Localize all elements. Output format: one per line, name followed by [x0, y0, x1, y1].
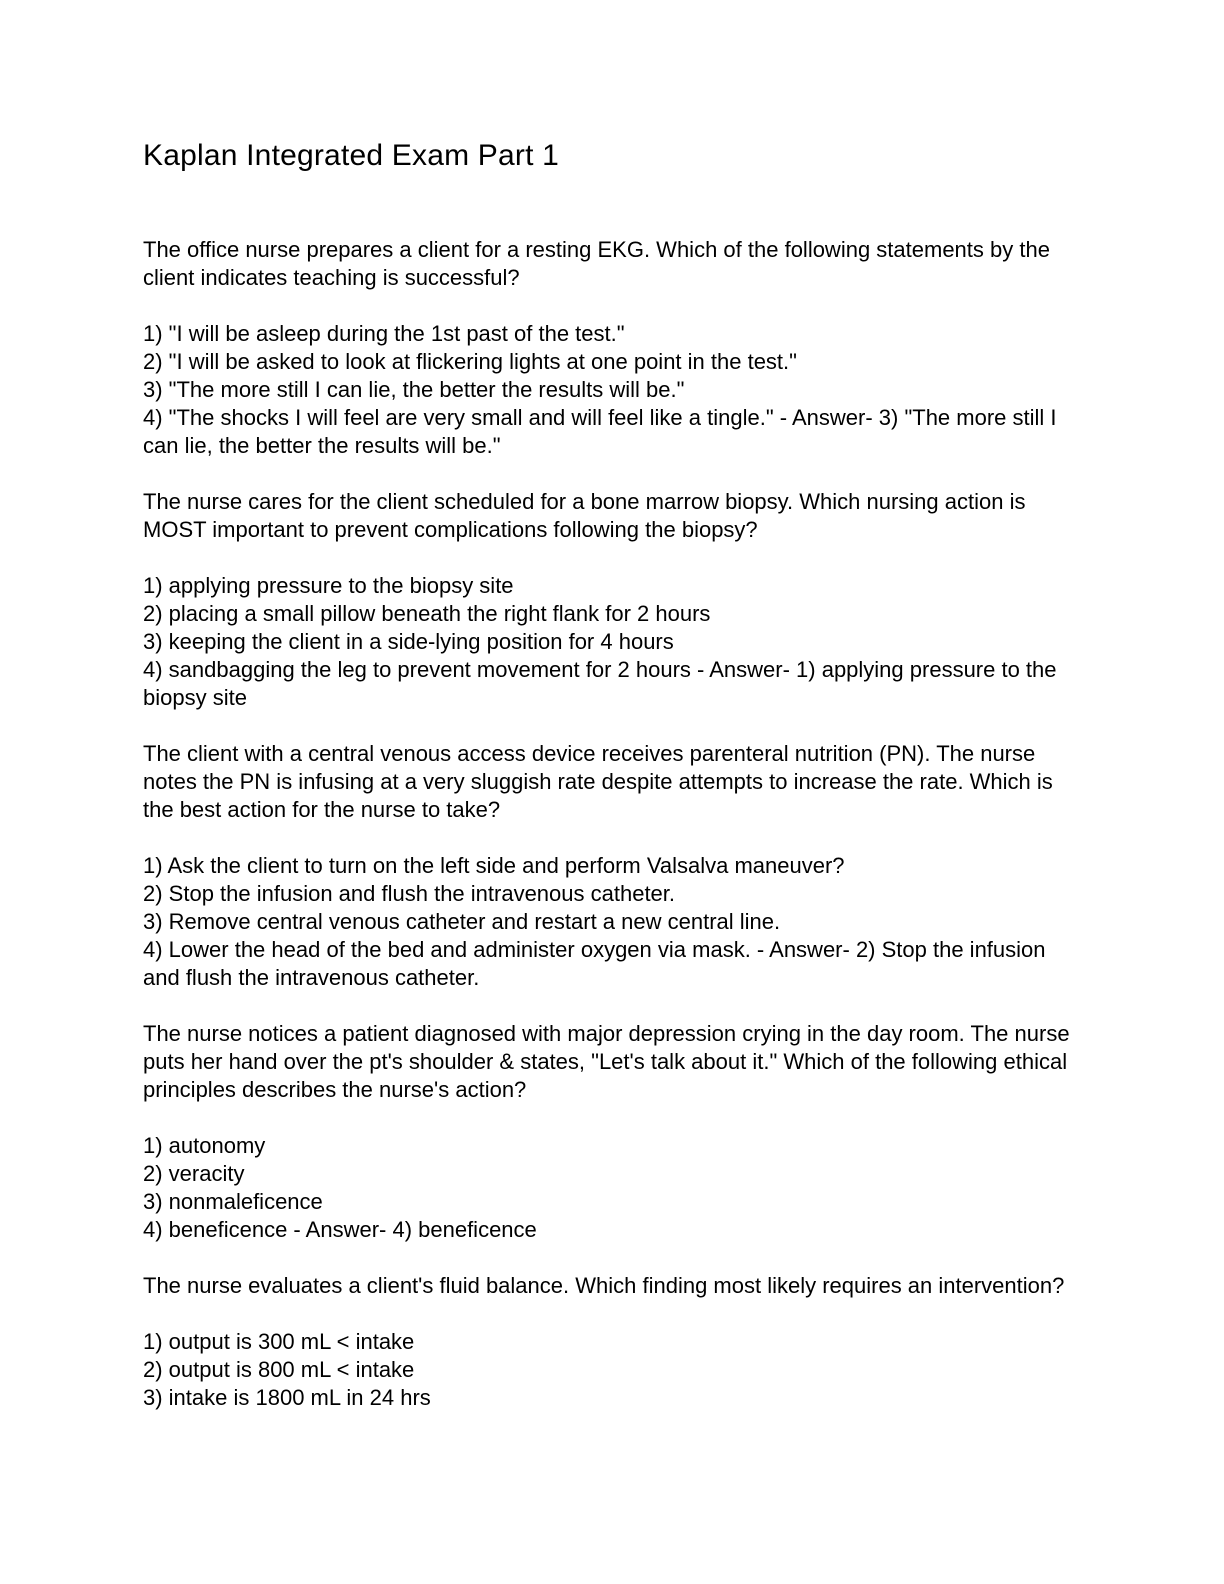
answer-option: 4) sandbagging the leg to prevent movement for 2 hours - Answer- 1) applying pressure to the biopsy site: [143, 657, 1057, 710]
answer-option: 1) autonomy: [143, 1133, 266, 1158]
answer-option: 3) intake is 1800 mL in 24 hrs: [143, 1385, 431, 1410]
answer-option: 1) Ask the client to turn on the left side and perform Valsalva maneuver?: [143, 853, 845, 878]
answer-option: 2) output is 800 mL < intake: [143, 1357, 415, 1382]
answer-option: 2) placing a small pillow beneath the right flank for 2 hours: [143, 601, 711, 626]
answer-option: 3) Remove central venous catheter and restart a new central line.: [143, 909, 781, 934]
question-2: [143, 488, 1081, 712]
answer-option: 4) "The shocks I will feel are very small and will feel like a tingle." - Answer- 3) "The more still I can lie, the better the results will be.": [143, 405, 1057, 458]
question-1: [143, 236, 1081, 460]
answer-option: 1) output is 300 mL < intake: [143, 1329, 415, 1354]
question-5-options: [143, 1328, 1081, 1412]
question-4: [143, 1020, 1081, 1244]
question-4-options: [143, 1132, 1081, 1244]
question-5-stem: The nurse evaluates a client's fluid balance. Which finding most likely requires an intervention?: [143, 1273, 1065, 1298]
question-2-stem: The nurse cares for the client scheduled for a bone marrow biopsy. Which nursing action is MOST important to prevent complications following the biopsy?: [143, 489, 1026, 542]
question-5: [143, 1272, 1081, 1412]
question-3-options: [143, 852, 1081, 992]
answer-option: 3) "The more still I can lie, the better the results will be.": [143, 377, 685, 402]
question-1-stem: The office nurse prepares a client for a resting EKG. Which of the following statements by the client indicates teaching is successful?: [143, 237, 1050, 290]
answer-option: 1) applying pressure to the biopsy site: [143, 573, 514, 598]
answer-option: 4) beneficence - Answer- 4) beneficence: [143, 1217, 537, 1242]
question-1-options: [143, 320, 1081, 460]
question-4-stem: The nurse notices a patient diagnosed with major depression crying in the day room. The nurse puts her hand over the pt's shoulder & states, "Let's talk about it." Which of the following ethical principles describes the nurse's action?: [143, 1021, 1070, 1102]
question-3: [143, 740, 1081, 992]
question-2-options: [143, 572, 1081, 712]
answer-option: 2) "I will be asked to look at flickering lights at one point in the test.": [143, 349, 797, 374]
answer-option: 4) Lower the head of the bed and administer oxygen via mask. - Answer- 2) Stop the infusion and flush the intravenous catheter.: [143, 937, 1046, 990]
answer-option: 1) "I will be asleep during the 1st past of the test.": [143, 321, 625, 346]
answer-option: 2) veracity: [143, 1161, 245, 1186]
answer-option: 2) Stop the infusion and flush the intravenous catheter.: [143, 881, 676, 906]
answer-option: 3) keeping the client in a side-lying position for 4 hours: [143, 629, 674, 654]
page-title: Kaplan Integrated Exam Part 1: [143, 139, 560, 172]
answer-option: 3) nonmaleficence: [143, 1189, 323, 1214]
question-3-stem: The client with a central venous access device receives parenteral nutrition (PN). The nurse notes the PN is infusing at a very sluggish rate despite attempts to increase the rate. Which is the best action for the nurse to take?: [143, 741, 1053, 822]
document-content: [143, 138, 1081, 1440]
